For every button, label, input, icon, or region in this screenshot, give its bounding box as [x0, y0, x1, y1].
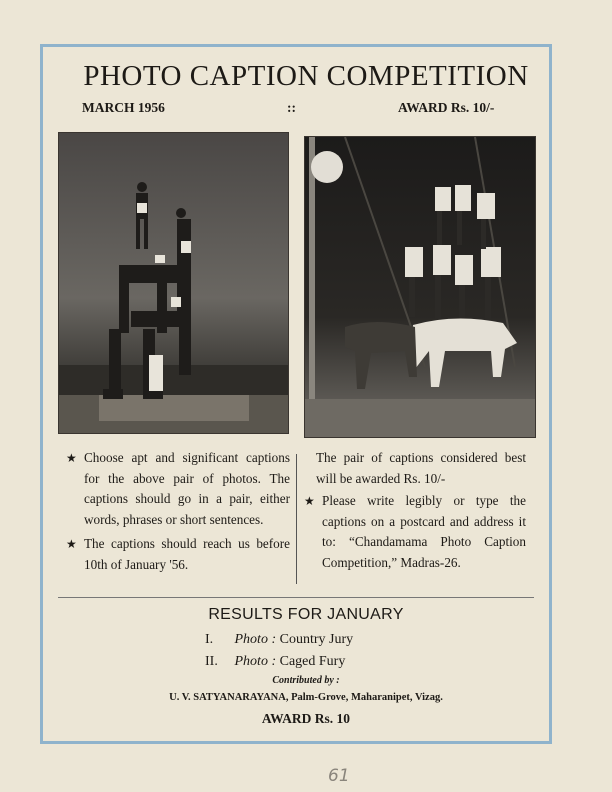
issue-date: MARCH 1956: [82, 100, 165, 115]
contributor-name: U. V. SATYANARAYANA, Palm-Grove, Maharanipet, Vizag.: [169, 692, 443, 703]
result-item: [205, 654, 345, 670]
instructions-column-left: [66, 448, 290, 576]
results-award: AWARD Rs. 10: [261, 711, 351, 726]
result-label: Photo :: [234, 654, 277, 669]
header-separator: ::: [287, 100, 296, 115]
result-caption: Caged Fury: [279, 654, 346, 669]
photo-circus-horses: [304, 136, 536, 438]
result-item: [205, 632, 353, 648]
instruction-text: Please write legibly or type the captions on a postcard and address it to: “Chandamama Photo Caption Competition,” Madras-26.: [322, 493, 526, 570]
column-divider: [296, 454, 297, 584]
result-label: Photo :: [234, 632, 277, 647]
award-amount: AWARD Rs. 10/-: [398, 100, 495, 115]
result-caption: Country Jury: [279, 632, 354, 647]
instruction-deadline: [66, 534, 290, 575]
result-number: I.: [205, 632, 214, 647]
photo-acrobat-pyramid: [58, 132, 289, 434]
instruction-captions: [66, 448, 290, 530]
instructions-column-right: [304, 448, 526, 574]
star-bullet-icon: ★: [66, 537, 77, 552]
page-title: PHOTO CAPTION COMPETITION: [83, 60, 529, 92]
instruction-text: The pair of captions considered best will be awarded Rs. 10/-: [316, 450, 526, 486]
star-bullet-icon: ★: [66, 451, 77, 465]
page-number: 61: [328, 766, 350, 786]
instruction-prize: [304, 448, 526, 489]
instruction-address: [304, 491, 526, 573]
contributed-by-label: Contributed by :: [272, 675, 340, 686]
results-title: RESULTS FOR JANUARY: [208, 606, 404, 623]
star-bullet-icon: ★: [304, 494, 315, 509]
result-number: II.: [205, 654, 218, 669]
instruction-text: The captions should reach us before 10th of January '56.: [84, 536, 290, 572]
instruction-text: Choose apt and significant captions for the above pair of photos. The captions should go in a pair, either words, phrases or short sentences.: [84, 450, 290, 527]
section-divider: [58, 597, 534, 598]
